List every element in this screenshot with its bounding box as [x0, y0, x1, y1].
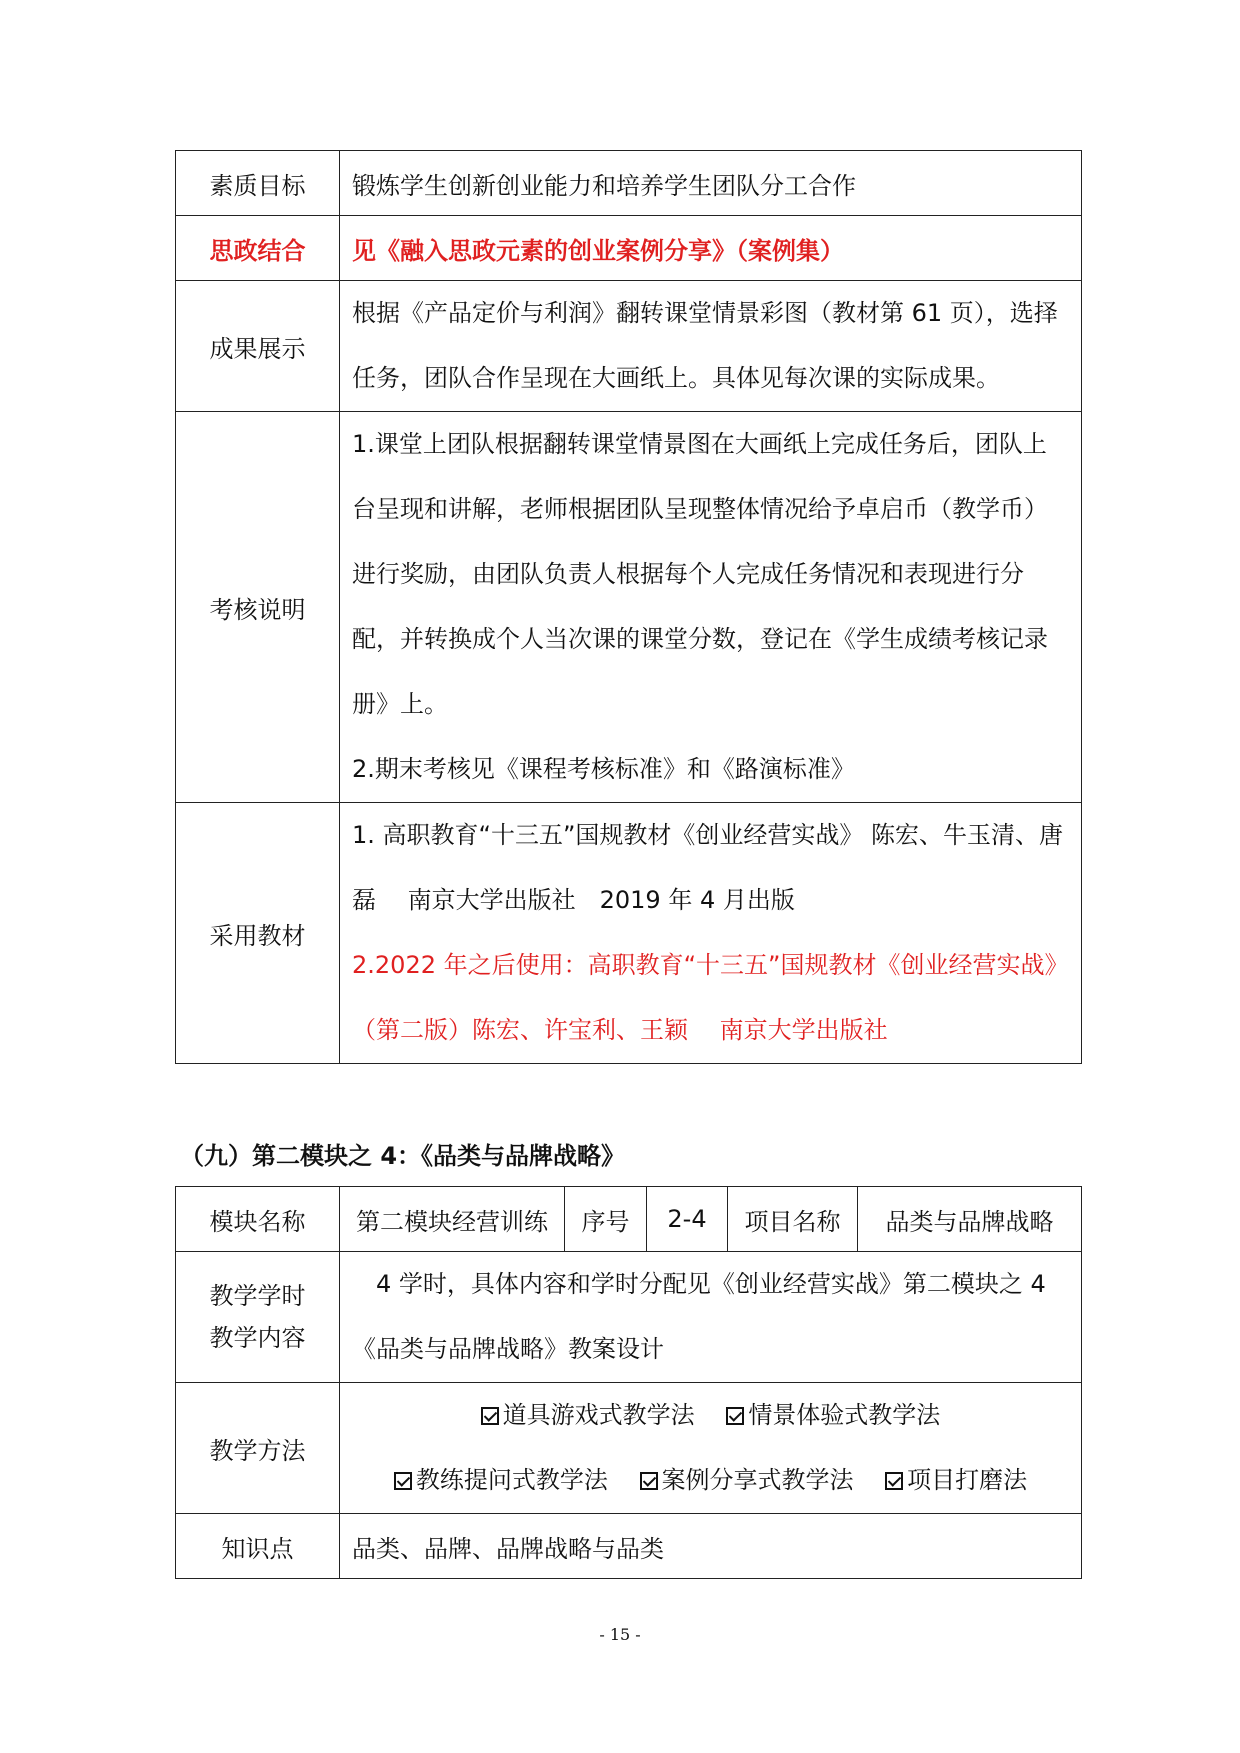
checked-box-icon — [394, 1472, 412, 1490]
row-label-results: 成果展示 — [176, 281, 340, 412]
results-content: 根据《产品定价与利润》翻转课堂情景彩图（教材第 61 页），选择任务，团队合作呈现在大画纸上。具体见每次课的实际成果。 — [340, 281, 1082, 412]
page-number: - 15 - — [599, 1625, 641, 1644]
checked-box-icon — [481, 1407, 499, 1425]
table-row — [176, 151, 1082, 216]
knowledge-content: 品类、品牌、品牌战略与品类 — [340, 1514, 1082, 1579]
assessment-item-2: 2.期末考核见《课程考核标准》和《路演标准》 — [352, 755, 855, 783]
quality-goal-content: 锻炼学生创新创业能力和培养学生团队分工合作 — [340, 151, 1082, 216]
checked-box-icon — [885, 1472, 903, 1490]
row-label-textbook: 采用教材 — [176, 803, 340, 1064]
hours-content: 4 学时，具体内容和学时分配见《创业经营实战》第二模块之 4《品类与品牌战略》教案设计 — [340, 1252, 1082, 1383]
seq-label: 序号 — [565, 1187, 647, 1252]
section-heading: （九）第二模块之 4：《品类与品牌战略》 — [180, 1142, 626, 1170]
knowledge-label: 知识点 — [176, 1514, 340, 1579]
checked-box-icon — [640, 1472, 658, 1490]
table-row — [176, 1514, 1082, 1579]
table-row — [176, 1383, 1082, 1514]
method-item: 道具游戏式教学法 — [481, 1401, 695, 1429]
textbook-item-1: 1. 高职教育“十三五”国规教材《创业经营实战》 陈宏、牛玉清、唐磊 南京大学出版社 2019 年 4 月出版 — [352, 821, 1064, 914]
hours-label — [176, 1252, 340, 1383]
table-row — [176, 216, 1082, 281]
method-item: 项目打磨法 — [885, 1466, 1027, 1494]
hours-label-line-2: 教学内容 — [209, 1324, 306, 1352]
table-row — [176, 281, 1082, 412]
seq-value: 2-4 — [647, 1187, 728, 1252]
row-label-ideology: 思政结合 — [176, 216, 340, 281]
method-item: 教练提问式教学法 — [394, 1466, 608, 1494]
module-table — [175, 1186, 1082, 1579]
table-row — [176, 803, 1082, 1064]
table-row — [176, 1187, 1082, 1252]
assessment-content — [340, 412, 1082, 803]
assessment-item-1: 1.课堂上团队根据翻转课堂情景图在大画纸上完成任务后，团队上台呈现和讲解，老师根据团队呈现整体情况给予卓启币（教学币）进行奖励，由团队负责人根据每个人完成任务情况和表现进行分配，并转换成个人当次课的课堂分数，登记在《学生成绩考核记录册》上。 — [352, 430, 1048, 718]
table-row — [176, 412, 1082, 803]
row-label-quality-goal: 素质目标 — [176, 151, 340, 216]
method-item: 情景体验式教学法 — [726, 1401, 940, 1429]
module-name-label: 模块名称 — [176, 1187, 340, 1252]
ideology-content: 见《融入思政元素的创业案例分享》（案例集） — [340, 216, 1082, 281]
hours-label-line-1: 教学学时 — [209, 1282, 306, 1310]
table-row — [176, 1252, 1082, 1383]
project-name-value: 品类与品牌战略 — [858, 1187, 1082, 1252]
module-name-value: 第二模块经营训练 — [340, 1187, 565, 1252]
course-detail-table — [175, 150, 1082, 1064]
row-label-assessment: 考核说明 — [176, 412, 340, 803]
textbook-content — [340, 803, 1082, 1064]
methods-content — [340, 1383, 1082, 1514]
checked-box-icon — [726, 1407, 744, 1425]
textbook-item-2: 2.2022 年之后使用：高职教育“十三五”国规教材《创业经营实战》 （第二版）陈宏、许宝利、王颖 南京大学出版社 — [352, 951, 1069, 1044]
method-item: 案例分享式教学法 — [640, 1466, 854, 1494]
project-name-label: 项目名称 — [728, 1187, 858, 1252]
methods-label: 教学方法 — [176, 1383, 340, 1514]
